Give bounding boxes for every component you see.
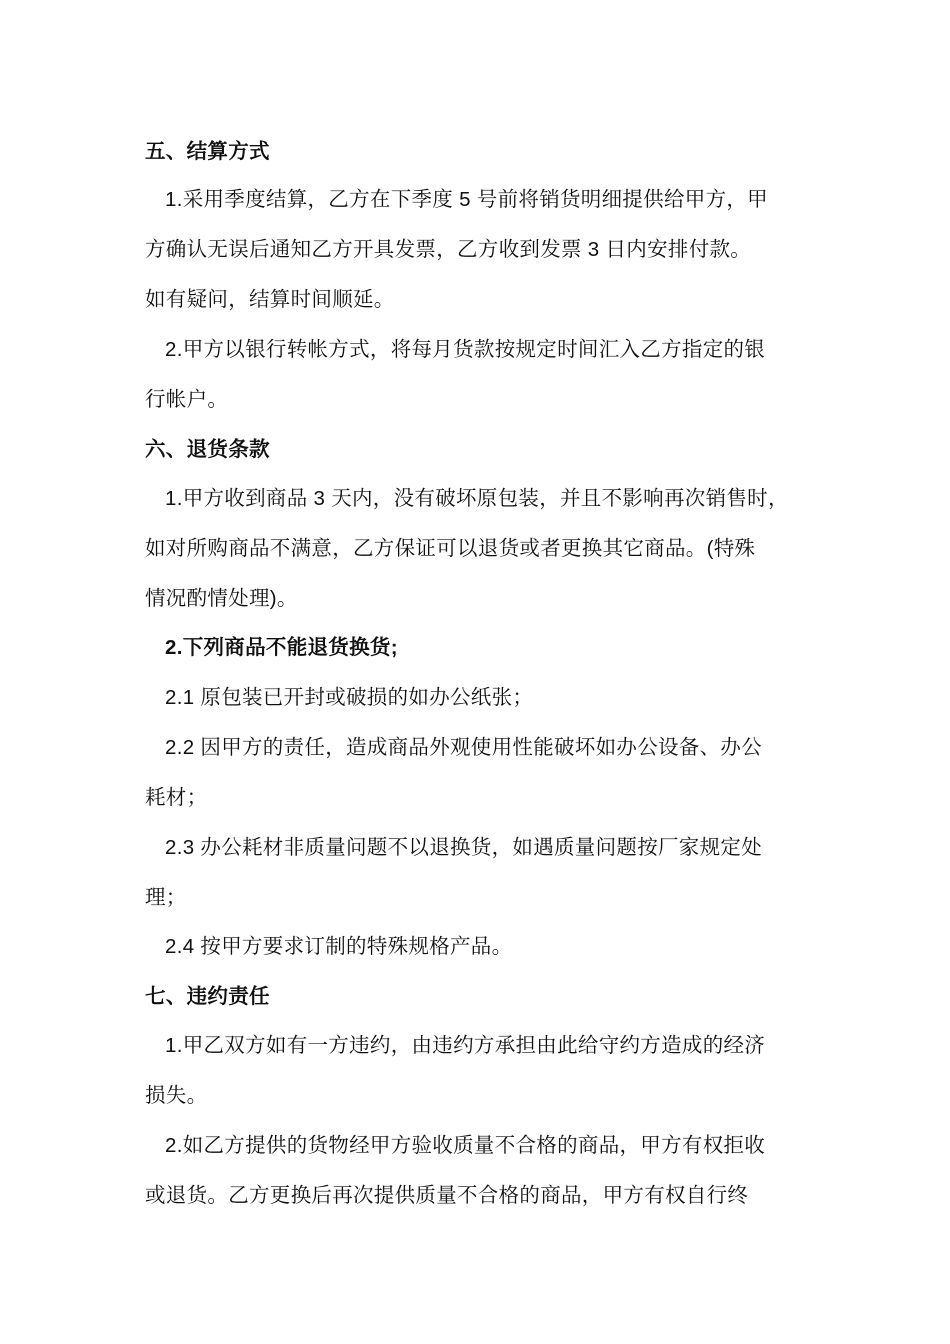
paragraph-line: 损失。 (145, 1084, 208, 1107)
paragraph-line: 耗材； (145, 786, 208, 809)
paragraph-line: 如对所购商品不满意，乙方保证可以退货或者更换其它商品。(特殊 (145, 537, 756, 560)
paragraph-line: 2.2 因甲方的责任，造成商品外观使用性能破坏如办公设备、办公 (165, 736, 762, 759)
paragraph-line: 行帐户。 (145, 388, 229, 411)
paragraph-line: 1.采用季度结算，乙方在下季度 5 号前将销货明细提供给甲方，甲 (165, 188, 768, 211)
subheading-no-returns: 2.下列商品不能退货换货; (165, 636, 398, 659)
paragraph-line: 1.甲方收到商品 3 天内，没有破坏原包装，并且不影响再次销售时， (165, 487, 789, 510)
paragraph-line: 1.甲乙双方如有一方违约，由违约方承担由此给守约方造成的经济 (165, 1034, 766, 1057)
section-heading-liability: 七、违约责任 (145, 985, 270, 1008)
paragraph-line: 理； (145, 886, 187, 909)
section-heading-settlement: 五、结算方式 (145, 140, 270, 163)
paragraph-line: 2.甲方以银行转帐方式，将每月货款按规定时间汇入乙方指定的银 (165, 338, 766, 361)
paragraph-line: 2.如乙方提供的货物经甲方验收质量不合格的商品，甲方有权拒收 (165, 1134, 766, 1157)
paragraph-line: 2.3 办公耗材非质量问题不以退换货，如遇质量问题按厂家规定处 (165, 836, 762, 859)
paragraph-line: 或退货。乙方更换后再次提供质量不合格的商品，甲方有权自行终 (145, 1184, 749, 1207)
paragraph-line: 方确认无误后通知乙方开具发票，乙方收到发票 3 日内安排付款。 (145, 238, 752, 261)
paragraph-line: 2.4 按甲方要求订制的特殊规格产品。 (165, 935, 513, 958)
paragraph-line: 如有疑问，结算时间顺延。 (145, 288, 395, 311)
section-heading-returns: 六、退货条款 (145, 438, 270, 461)
paragraph-line: 2.1 原包装已开封或破损的如办公纸张； (165, 686, 534, 709)
paragraph-line: 情况酌情处理)。 (145, 587, 298, 610)
